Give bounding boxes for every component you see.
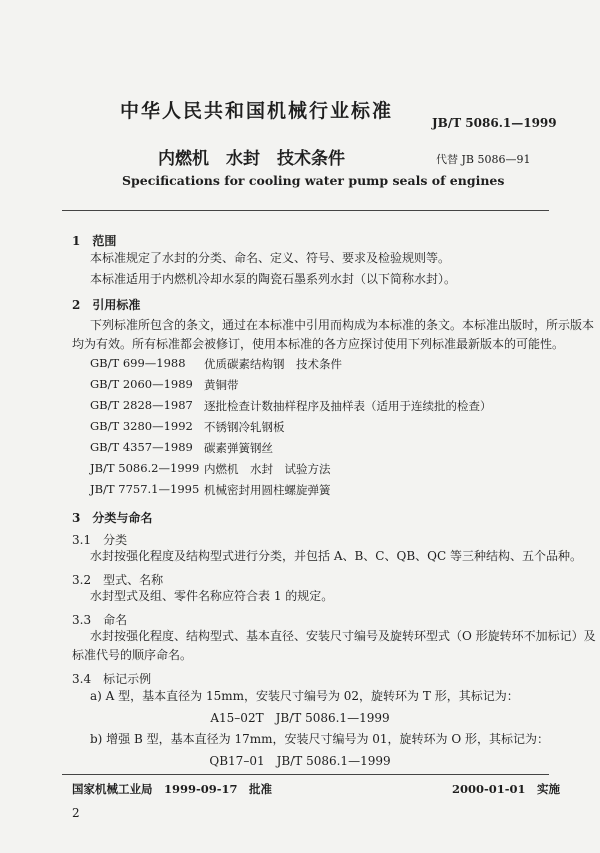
section-2-intro-line-1: 下列标准所包含的条文，通过在本标准中引用而构成为本标准的条文。本标准出版时，所示版本 (90, 318, 595, 332)
document-title: 内燃机 水封 技术条件 (158, 149, 345, 169)
reference-code: GB/T 4357—1989 (90, 440, 193, 454)
section-3-4-heading: 3.4 标记示例 (72, 672, 152, 686)
section-3-3-heading: 3.3 命名 (72, 613, 128, 627)
reference-code: GB/T 699—1988 (90, 356, 186, 370)
reference-title: 内燃机 水封 试验方法 (204, 462, 331, 476)
reference-code: GB/T 3280—1992 (90, 419, 193, 433)
reference-title: 碳素弹簧钢丝 (204, 441, 273, 455)
reference-title: 黄铜带 (204, 378, 239, 392)
header-rule (62, 210, 549, 211)
page-number: 2 (72, 806, 80, 820)
reference-title: 不锈钢冷轧钢板 (204, 420, 285, 434)
issuer-approval: 国家机械工业局 1999-09-17 批准 (72, 782, 273, 796)
section-3-2-heading: 3.2 型式、名称 (72, 573, 164, 587)
reference-code: JB/T 7757.1—1995 (90, 482, 200, 496)
reference-code: GB/T 2060—1989 (90, 377, 193, 391)
section-3-1-text: 水封按强化程度及结构型式进行分类，并包括 A、B、C、QB、QC 等三种结构、五个品种。 (90, 549, 582, 563)
reference-code: GB/T 2828—1987 (90, 398, 193, 412)
section-1-heading: 1 范围 (72, 234, 117, 248)
effective-date: 2000-01-01 实施 (452, 782, 561, 796)
example-a-marking: A15–02T JB/T 5086.1—1999 (210, 711, 390, 725)
section-3-2-text: 水封型式及组、零件名称应符合表 1 的规定。 (90, 589, 334, 603)
section-3-heading: 3 分类与命名 (72, 511, 153, 525)
reference-title: 机械密封用圆柱螺旋弹簧 (204, 483, 331, 497)
standard-number: JB/T 5086.1—1999 (432, 116, 557, 130)
footer-rule (62, 774, 549, 775)
example-b-text: b) 增强 B 型，基本直径为 17mm，安装尺寸编号为 01，旋转环为 O 形，其标记为： (90, 732, 550, 746)
section-1-paragraph-2: 本标准适用于内燃机冷却水泵的陶瓷石墨系列水封（以下简称水封）。 (90, 272, 457, 286)
reference-title: 优质碳素结构钢 技术条件 (204, 357, 342, 371)
replaces-note: 代替 JB 5086—91 (436, 153, 531, 166)
reference-code: JB/T 5086.2—1999 (90, 461, 200, 475)
section-2-heading: 2 引用标准 (72, 298, 141, 312)
english-title: Specifications for cooling water pump seals of engines (122, 173, 505, 188)
section-2-intro-line-2: 均为有效。所有标准都会被修订，使用本标准的各方应探讨使用下列标准最新版本的可能性。 (72, 337, 565, 351)
standard-title: 中华人民共和国机械行业标准 (120, 100, 394, 122)
reference-title: 逐批检查计数抽样程序及抽样表（适用于连续批的检查） (204, 399, 492, 413)
section-3-3-line-2: 标准代号的顺序命名。 (72, 648, 193, 662)
section-1-paragraph-1: 本标准规定了水封的分类、命名、定义、符号、要求及检验规则等。 (90, 251, 451, 265)
example-b-marking: QB17–01 JB/T 5086.1—1999 (209, 754, 391, 768)
example-a-text: a) A 型，基本直径为 15mm，安装尺寸编号为 02，旋转环为 T 形，其标记为： (90, 689, 519, 703)
section-3-1-heading: 3.1 分类 (72, 533, 128, 547)
section-3-3-line-1: 水封按强化程度、结构型式、基本直径、安装尺寸编号及旋转环型式（O 形旋转环不加标记）及 (90, 629, 596, 643)
